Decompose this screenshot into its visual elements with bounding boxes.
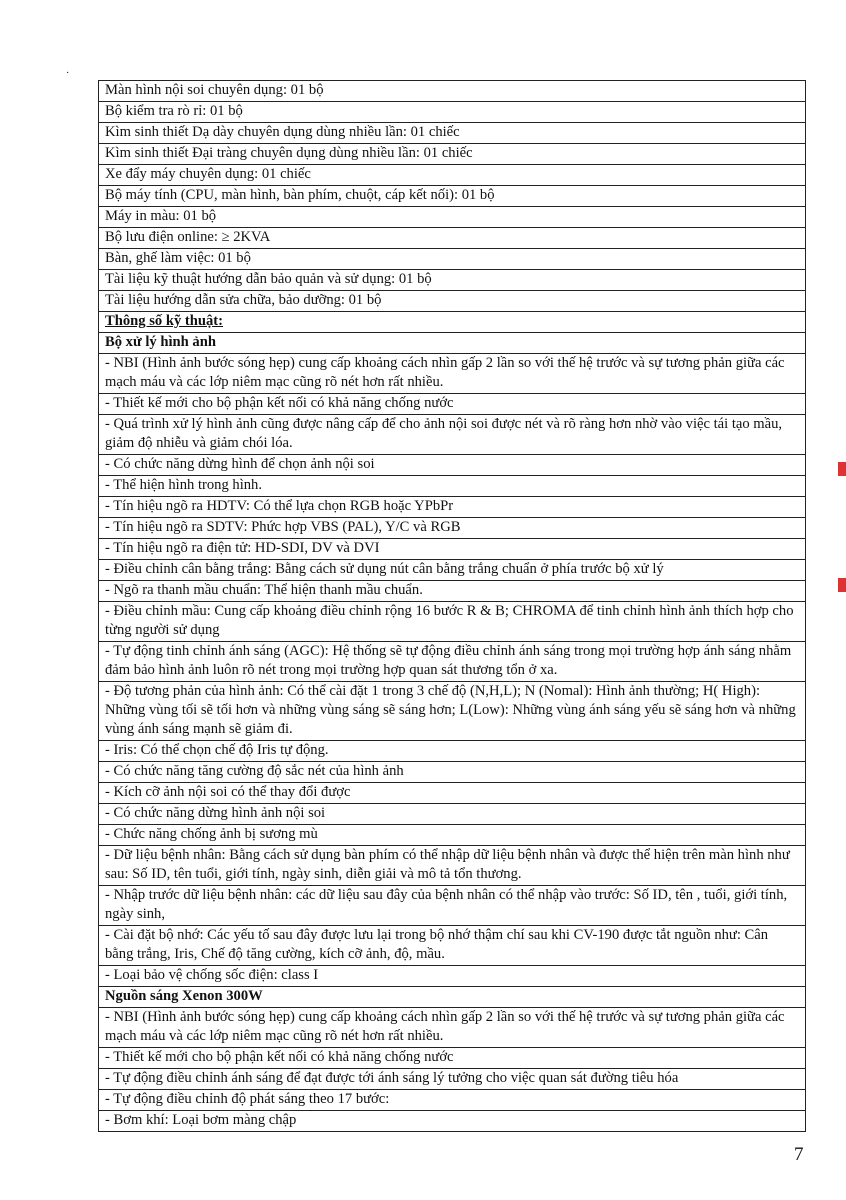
spec-row xyxy=(98,269,806,290)
spec-row xyxy=(98,601,806,641)
spec-text: - Có chức năng dừng hình ảnh nội soi xyxy=(105,805,326,821)
spec-row xyxy=(98,353,806,393)
spec-row xyxy=(98,1068,806,1089)
scan-edge-mark xyxy=(838,578,846,592)
spec-row xyxy=(98,559,806,580)
spec-text: - Tự động tinh chỉnh ánh sáng (AGC): Hệ thống sẽ tự động điều chỉnh ánh sáng trong mọi trường hợp ánh sáng nhằm đảm bảo hình ảnh luôn rõ nét trong mọi trường hợp quan sát thương tổn ở xa. xyxy=(105,643,792,678)
spec-text: Thông số kỹ thuật: xyxy=(105,313,224,329)
spec-text: Bộ xử lý hình ảnh xyxy=(105,334,216,350)
spec-text: - Ngõ ra thanh mầu chuẩn: Thể hiện thanh mầu chuẩn. xyxy=(105,582,423,598)
spec-row xyxy=(98,761,806,782)
spec-text: - Quá trình xử lý hình ảnh cũng được nâng cấp để cho ảnh nội soi được nét và rõ ràng hơn nhờ vào việc tái tạo mầu, giảm độ nhiễu và giảm chói lóa. xyxy=(105,416,783,451)
spec-row xyxy=(98,475,806,496)
spec-row xyxy=(98,290,806,311)
spec-row xyxy=(98,740,806,761)
spec-row xyxy=(98,496,806,517)
spec-row xyxy=(98,681,806,740)
spec-row xyxy=(98,185,806,206)
spec-text: - Loại bảo vệ chống sốc điện: class I xyxy=(105,967,319,983)
spec-row xyxy=(98,414,806,454)
spec-row xyxy=(98,393,806,414)
spec-row xyxy=(98,143,806,164)
spec-text: - Tín hiệu ngõ ra điện tử: HD-SDI, DV và DVI xyxy=(105,540,380,556)
spec-text: - Dữ liệu bệnh nhân: Bằng cách sử dụng bàn phím có thể nhập dữ liệu bệnh nhân và được thể hiện trên màn hình như sau: Số ID, tên tuổi, giới tính, ngày sinh, diễn giải và mô tả tổn thương. xyxy=(105,847,790,882)
spec-table xyxy=(98,80,806,1132)
spec-text: Tài liệu hướng dẫn sửa chữa, bảo dưỡng: 01 bộ xyxy=(105,292,382,308)
spec-row xyxy=(98,925,806,965)
spec-text: - Bơm khí: Loại bơm màng chập xyxy=(105,1112,297,1128)
section-heading xyxy=(98,332,806,353)
spec-row xyxy=(98,885,806,925)
section-heading xyxy=(98,311,806,332)
spec-text: - Thiết kế mới cho bộ phận kết nối có khả năng chống nước xyxy=(105,395,454,411)
spec-row xyxy=(98,248,806,269)
spec-text: - Tín hiệu ngõ ra HDTV: Có thể lựa chọn RGB hoặc YPbPr xyxy=(105,498,454,514)
spec-text: Bộ kiểm tra rò rỉ: 01 bộ xyxy=(105,103,243,119)
spec-row xyxy=(98,845,806,885)
spec-row xyxy=(98,1047,806,1068)
spec-row xyxy=(98,101,806,122)
spec-text: Bộ máy tính (CPU, màn hình, bàn phím, chuột, cáp kết nối): 01 bộ xyxy=(105,187,495,203)
spec-text: - Độ tương phản của hình ảnh: Có thể cài đặt 1 trong 3 chế độ (N,H,L); N (Nomal): Hình ảnh thường; H( High): Những vùng tối sẽ tối hơn và những vùng sáng sẽ sáng hơn; L(Low): Những vùng ánh sáng yếu sẽ sáng hơn và những vùng ánh sáng mạnh sẽ giảm đi. xyxy=(105,683,796,737)
spec-row xyxy=(98,824,806,845)
spec-row xyxy=(98,122,806,143)
spec-text: - Cài đặt bộ nhớ: Các yếu tố sau đây được lưu lại trong bộ nhớ thậm chí sau khi CV-190 được tắt nguồn như: Cân bằng trắng, Iris, Chế độ tăng cường, kích cỡ ảnh, độ, mầu. xyxy=(105,927,769,962)
spec-text: - Iris: Có thể chọn chế độ Iris tự động. xyxy=(105,742,329,758)
spec-row xyxy=(98,164,806,185)
spec-text: Xe đẩy máy chuyên dụng: 01 chiếc xyxy=(105,166,311,182)
spec-row xyxy=(98,80,806,101)
spec-text: Tài liệu kỹ thuật hướng dẫn bảo quản và sử dụng: 01 bộ xyxy=(105,271,432,287)
spec-row xyxy=(98,227,806,248)
spec-text: - Thiết kế mới cho bộ phận kết nối có khả năng chống nước xyxy=(105,1049,454,1065)
spec-text: - Điều chỉnh cân bằng trắng: Bằng cách sử dụng nút cân bằng trắng chuẩn ở phía trước bộ xử lý xyxy=(105,561,664,577)
spec-row xyxy=(98,580,806,601)
spec-row xyxy=(98,782,806,803)
spec-text: Kìm sinh thiết Đại tràng chuyên dụng dùng nhiều lần: 01 chiếc xyxy=(105,145,473,161)
spec-row xyxy=(98,517,806,538)
spec-row xyxy=(98,454,806,475)
spec-row xyxy=(98,1110,806,1132)
page-number: 7 xyxy=(794,1144,804,1165)
spec-row xyxy=(98,641,806,681)
spec-text: - Thể hiện hình trong hình. xyxy=(105,477,262,493)
spec-row xyxy=(98,1007,806,1047)
spec-text: - Tự động điều chỉnh ánh sáng để đạt được tới ánh sáng lý tưởng cho việc quan sát đường tiêu hóa xyxy=(105,1070,679,1086)
spec-text: Bộ lưu điện online: ≥ 2KVA xyxy=(105,229,271,245)
scan-dot: · xyxy=(66,68,70,79)
spec-text: Màn hình nội soi chuyên dụng: 01 bộ xyxy=(105,82,324,98)
spec-text: Bàn, ghế làm việc: 01 bộ xyxy=(105,250,251,266)
scan-edge-mark xyxy=(838,462,846,476)
spec-text: - Tín hiệu ngõ ra SDTV: Phức hợp VBS (PAL), Y/C và RGB xyxy=(105,519,461,535)
section-heading xyxy=(98,986,806,1007)
spec-text: Kìm sinh thiết Dạ dày chuyên dụng dùng nhiều lần: 01 chiếc xyxy=(105,124,460,140)
spec-text: - Điều chỉnh mầu: Cung cấp khoảng điều chỉnh rộng 16 bước R & B; CHROMA để tinh chỉnh hình ảnh thích hợp cho từng người sử dụng xyxy=(105,603,794,638)
spec-text: - Tự động điều chỉnh độ phát sáng theo 17 bước: xyxy=(105,1091,390,1107)
spec-text: - NBI (Hình ảnh bước sóng hẹp) cung cấp khoảng cách nhìn gấp 2 lần so với thế hệ trước và sự tương phản giữa các mạch máu và các lớp niêm mạc cũng rõ nét hơn rất nhiều. xyxy=(105,355,785,390)
spec-text: - Có chức năng dừng hình để chọn ảnh nội soi xyxy=(105,456,375,472)
spec-row xyxy=(98,965,806,986)
spec-text: Nguồn sáng Xenon 300W xyxy=(105,988,263,1004)
spec-text: - Chức năng chống ảnh bị sương mù xyxy=(105,826,318,842)
spec-text: - NBI (Hình ảnh bước sóng hẹp) cung cấp khoảng cách nhìn gấp 2 lần so với thế hệ trước và sự tương phản giữa các mạch máu và các lớp niêm mạc cũng rõ nét hơn rất nhiều. xyxy=(105,1009,785,1044)
spec-row xyxy=(98,803,806,824)
spec-row xyxy=(98,538,806,559)
spec-text: - Kích cỡ ảnh nội soi có thể thay đổi được xyxy=(105,784,351,800)
spec-text: Máy in màu: 01 bộ xyxy=(105,208,217,224)
spec-row xyxy=(98,1089,806,1110)
spec-text: - Nhập trước dữ liệu bệnh nhân: các dữ liệu sau đây của bệnh nhân có thể nhập vào trước: Số ID, tên , tuổi, giới tính, ngày sinh, xyxy=(105,887,788,922)
spec-row xyxy=(98,206,806,227)
spec-text: - Có chức năng tăng cường độ sắc nét của hình ảnh xyxy=(105,763,404,779)
